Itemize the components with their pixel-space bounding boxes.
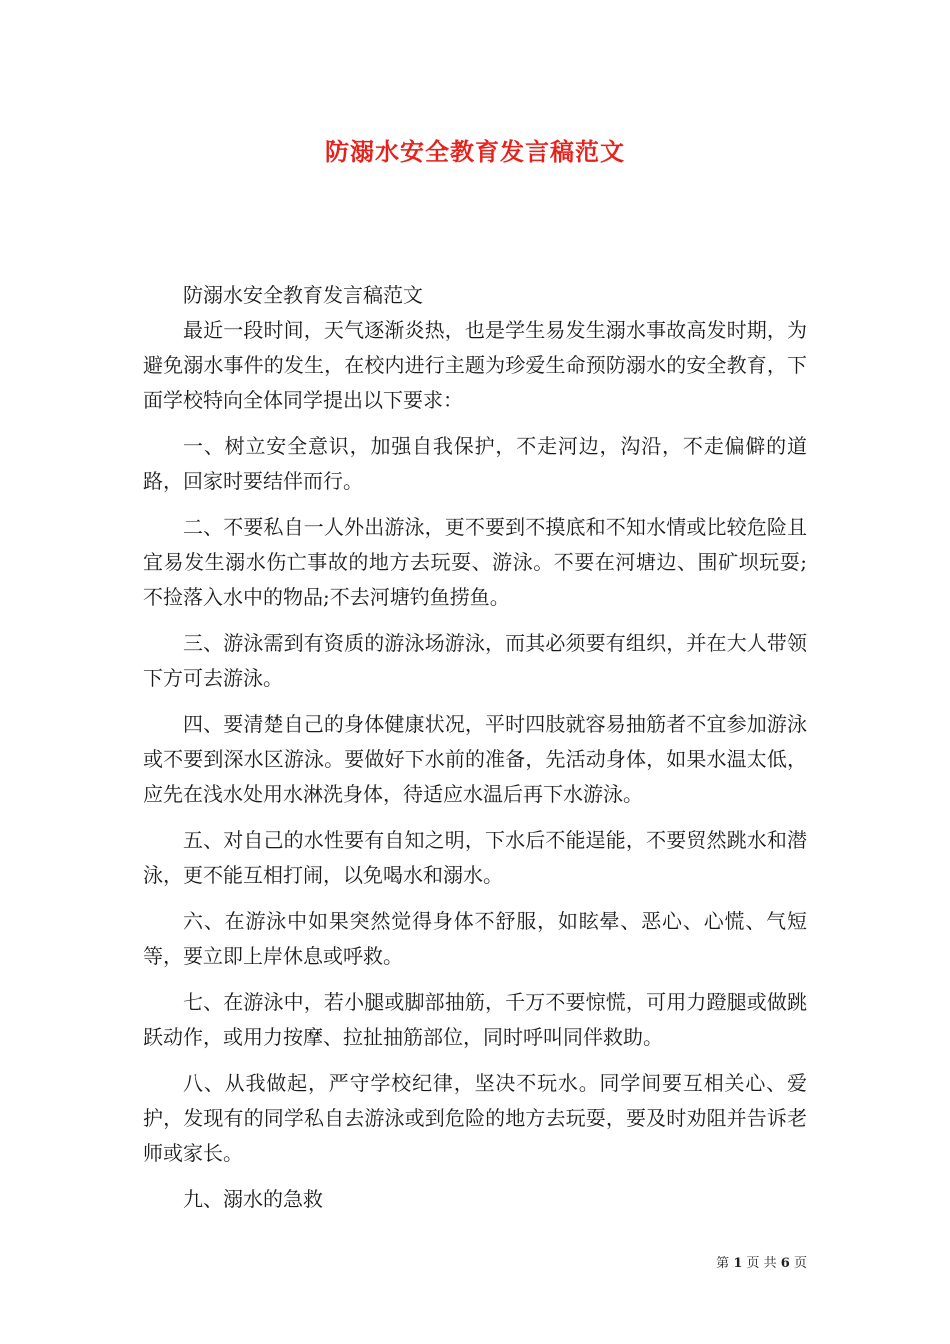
- paragraph-rule-5: 五、对自己的水性要有自知之明，下水后不能逞能，不要贸然跳水和潜泳，更不能互相打闹，以免喝水和溺水。: [143, 828, 807, 887]
- paragraph-intro: 最近一段时间，天气逐渐炎热，也是学生易发生溺水事故高发时期，为避免溺水事件的发生，在校内进行主题为珍爱生命预防溺水的安全教育，下面学校特向全体同学提出以下要求：: [143, 318, 807, 412]
- footer-current-page: 1: [733, 1256, 743, 1271]
- page-footer: [702, 1252, 807, 1271]
- paragraph-rule-7: 七、在游泳中，若小腿或脚部抽筋，千万不要惊慌，可用力蹬腿或做跳跃动作，或用力按摩、拉扯抽筋部位，同时呼叫同伴救助。: [143, 990, 807, 1049]
- paragraph-rule-3: 三、游泳需到有资质的游泳场游泳，而其必须要有组织，并在大人带领下方可去游泳。: [143, 631, 807, 690]
- paragraph-rule-1: 一、树立安全意识，加强自我保护，不走河边，沟沿，不走偏僻的道路，回家时要结伴而行。: [143, 434, 807, 493]
- paragraph-rule-6: 六、在游泳中如果突然觉得身体不舒服，如眩晕、恶心、心慌、气短等，要立即上岸休息或呼救。: [143, 909, 807, 968]
- paragraph-rule-4: 四、要清楚自己的身体健康状况，平时四肢就容易抽筋者不宜参加游泳或不要到深水区游泳。要做好下水前的准备，先活动身体，如果水温太低，应先在浅水处用水淋洗身体，待适应水温后再下水游泳。: [143, 712, 807, 806]
- footer-total-pages: 6: [780, 1256, 790, 1271]
- document-body: [143, 278, 807, 1228]
- paragraph-heading: 防溺水安全教育发言稿范文: [183, 283, 423, 307]
- footer-suffix: 页: [793, 1256, 807, 1271]
- paragraph-rule-9: 九、溺水的急救: [183, 1187, 323, 1211]
- paragraph-rule-2: 二、不要私自一人外出游泳，更不要到不摸底和不知水情或比较危险且宜易发生溺水伤亡事故的地方去玩耍、游泳。不要在河塘边、围矿坝玩耍;不捡落入水中的物品;不去河塘钓鱼捞鱼。: [143, 515, 807, 609]
- document-title: 防溺水安全教育发言稿范文: [325, 137, 625, 166]
- footer-prefix: 第: [716, 1256, 730, 1271]
- footer-middle: 页 共: [746, 1256, 777, 1271]
- paragraph-rule-8: 八、从我做起，严守学校纪律，坚决不玩水。同学间要互相关心、爱护，发现有的同学私自去游泳或到危险的地方去玩耍，要及时劝阻并告诉老师或家长。: [143, 1071, 807, 1165]
